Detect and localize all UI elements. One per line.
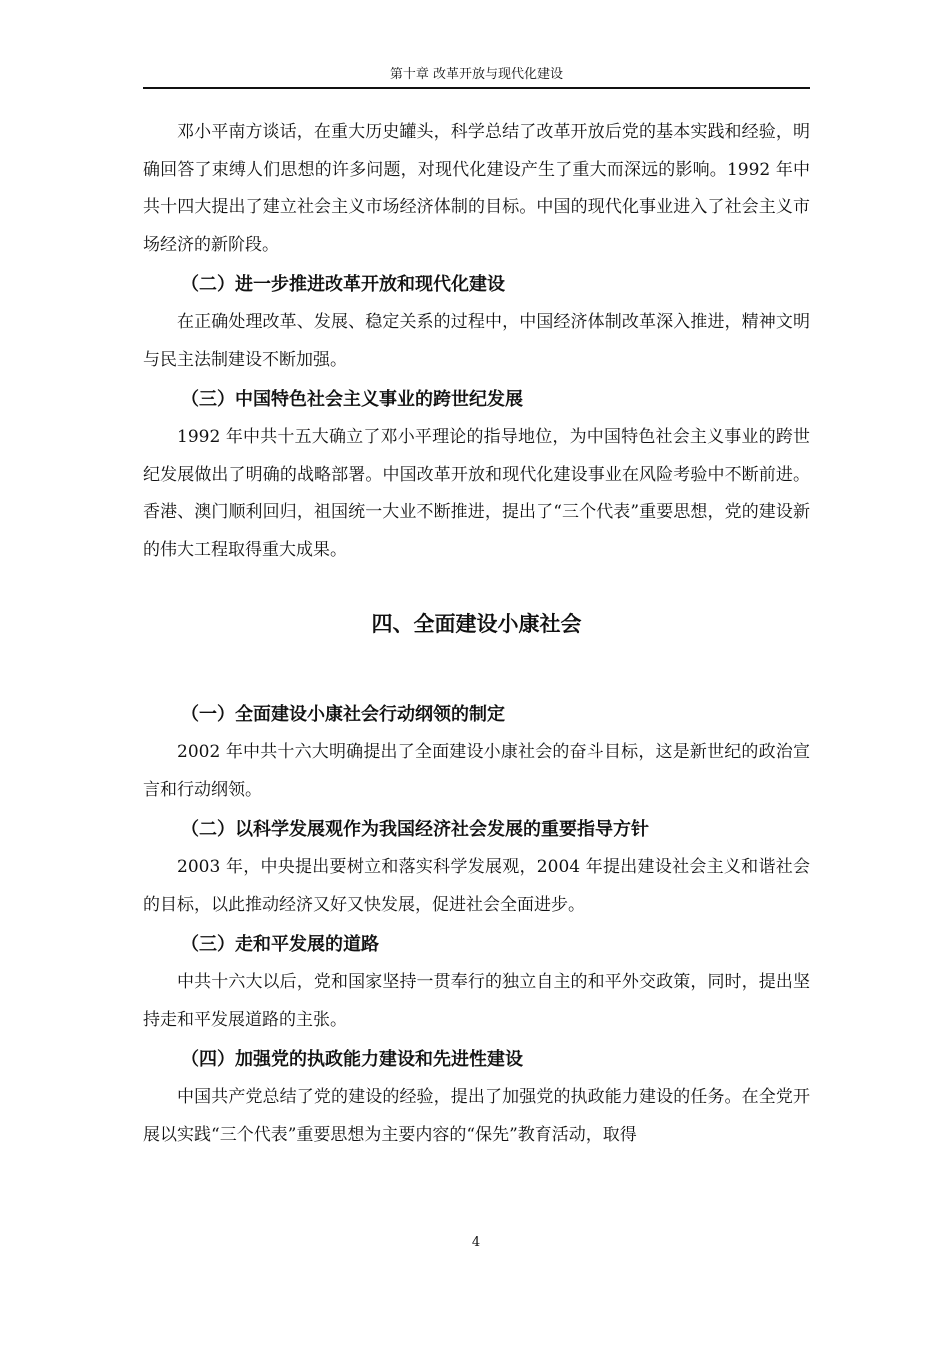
subheading: （三）走和平发展的道路 — [181, 934, 379, 955]
subheading: （二）进一步推进改革开放和现代化建设 — [181, 274, 505, 295]
header-rule — [143, 87, 810, 89]
subheading: （二）以科学发展观作为我国经济社会发展的重要指导方针 — [181, 819, 649, 840]
paragraph: 中国共产党总结了党的建设的经验，提出了加强党的执政能力建设的任务。在全党开展以实践“三个代表”重要思想为主要内容的“保先”教育活动，取得 — [143, 1087, 810, 1145]
paragraph: 邓小平南方谈话，在重大历史罐头，科学总结了改革开放后党的基本实践和经验，明确回答了束缚人们思想的许多问题，对现代化建设产生了重大而深远的影响。1992 年中共十四大提出了建立社会主义市场经济体制的目标。中国的现代化事业进入了社会主义市场经济的新阶段。 — [143, 122, 810, 255]
subheading: （一）全面建设小康社会行动纲领的制定 — [181, 704, 505, 725]
paragraph: 2003 年，中央提出要树立和落实科学发展观，2004 年提出建设社会主义和谐社会的目标，以此推动经济又好又快发展，促进社会全面进步。 — [143, 857, 810, 915]
section-title: 四、全面建设小康社会 — [371, 612, 582, 636]
page-body — [143, 114, 810, 1154]
paragraph: 在正确处理改革、发展、稳定关系的过程中，中国经济体制改革深入推进，精神文明与民主法制建设不断加强。 — [143, 312, 810, 370]
paragraph: 2002 年中共十六大明确提出了全面建设小康社会的奋斗目标，这是新世纪的政治宣言和行动纲领。 — [143, 742, 810, 800]
subheading: （四）加强党的执政能力建设和先进性建设 — [181, 1049, 523, 1070]
paragraph: 1992 年中共十五大确立了邓小平理论的指导地位，为中国特色社会主义事业的跨世纪发展做出了明确的战略部署。中国改革开放和现代化建设事业在风险考验中不断前进。香港、澳门顺利回归，祖国统一大业不断推进，提出了“三个代表”重要思想，党的建设新的伟大工程取得重大成果。 — [143, 427, 810, 560]
page-number: 4 — [471, 1235, 481, 1250]
subheading: （三）中国特色社会主义事业的跨世纪发展 — [181, 389, 523, 410]
running-header: 第十章 改革开放与现代化建设 — [389, 67, 564, 82]
paragraph: 中共十六大以后，党和国家坚持一贯奉行的独立自主的和平外交政策，同时，提出坚持走和平发展道路的主张。 — [143, 972, 810, 1030]
